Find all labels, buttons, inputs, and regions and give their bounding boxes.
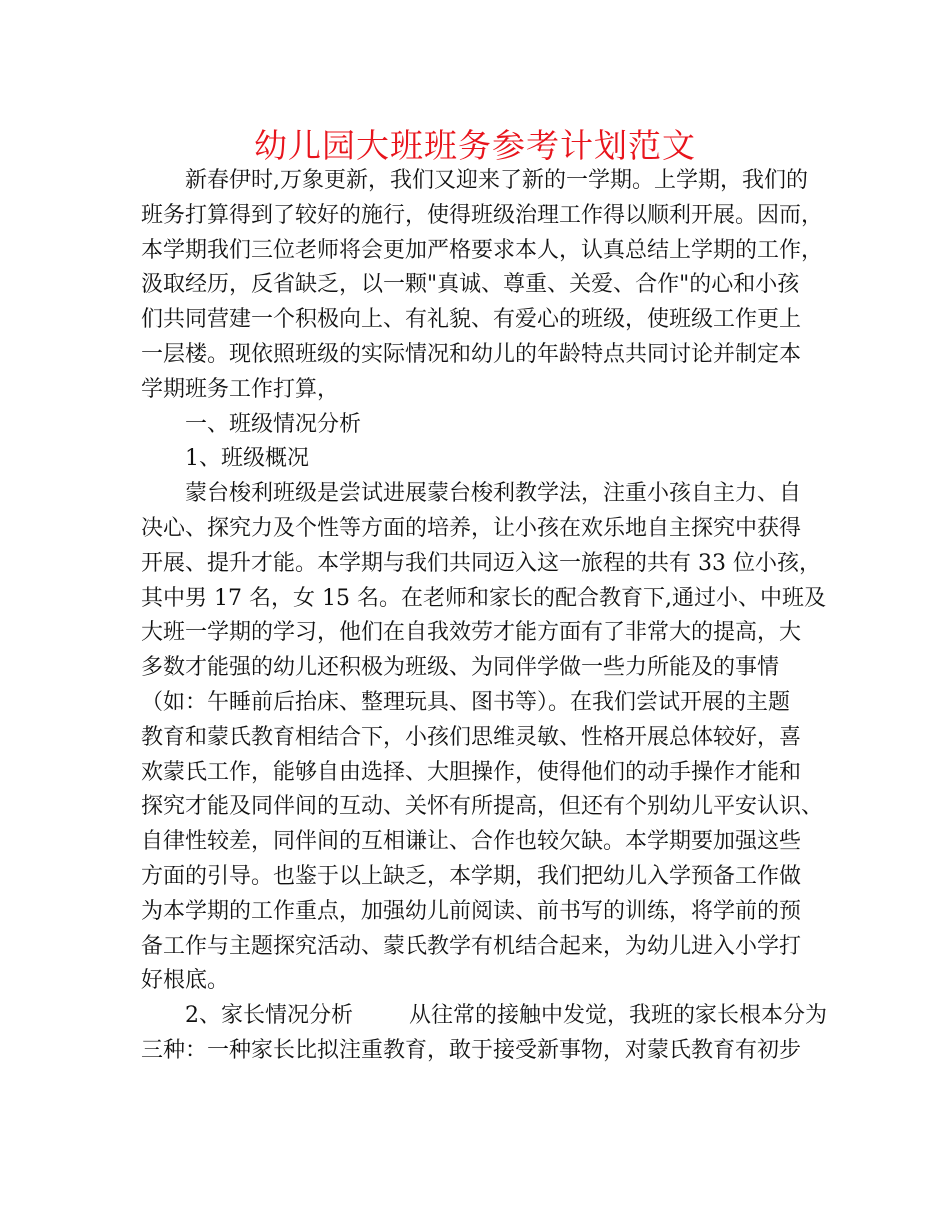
paragraph-line: 好根底。 [141, 968, 230, 994]
subsection-heading: 1、班级概况 [185, 446, 309, 472]
section-heading: 一、班级情况分析 [185, 411, 362, 437]
paragraph-line: （如：午睡前后抬床、整理玩具、图书等）。在我们尝试开展的主题 [141, 689, 791, 715]
paragraph-line: 自律性较差，同伴间的互相谦让、合作也较欠缺。本学期要加强这些 [141, 829, 802, 855]
paragraph-line: 一层楼。现依照班级的实际情况和幼儿的年龄特点共同讨论并制定本 [141, 341, 802, 367]
paragraph-line: 开展、提升才能。本学期与我们共同迈入这一旅程的共有 33 位小孩， [141, 550, 821, 576]
paragraph-line: 决心、探究力及个性等方面的培养，让小孩在欢乐地自主探究中获得 [141, 515, 802, 541]
subsection-heading: 2、家长情况分析 从往常的接触中发觉，我班的家长根本分为 [185, 1003, 827, 1029]
paragraph-line: 大班一学期的学习，他们在自我效劳才能方面有了非常大的提高，大 [141, 620, 802, 646]
paragraph-line: 汲取经历，反省缺乏，以一颗"真诚、尊重、关爱、合作"的心和小孩 [141, 272, 800, 298]
paragraph-line: 学期班务工作打算， [141, 376, 340, 402]
document-body [141, 164, 831, 1069]
paragraph-line: 欢蒙氏工作，能够自由选择、大胆操作，使得他们的动手操作才能和 [141, 759, 802, 785]
paragraph-line: 探究才能及同伴间的互动、关怀有所提高，但还有个别幼儿平安认识、 [141, 794, 824, 820]
paragraph-line: 班务打算得到了较好的施行，使得班级治理工作得以顺利开展。因而， [141, 202, 824, 228]
paragraph-line: 方面的引导。也鉴于以上缺乏，本学期，我们把幼儿入学预备工作做 [141, 863, 802, 889]
paragraph-line: 多数才能强的幼儿还积极为班级、为同伴学做一些力所能及的事情 [141, 655, 780, 681]
paragraph-line: 教育和蒙氏教育相结合下，小孩们思维灵敏、性格开展总体较好，喜 [141, 724, 802, 750]
paragraph-line: 三种：一种家长比拟注重教育，敢于接受新事物，对蒙氏教育有初步 [141, 1037, 802, 1063]
paragraph-line: 蒙台梭利班级是尝试进展蒙台梭利教学法，注重小孩自主力、自 [185, 481, 802, 507]
paragraph-line: 新春伊时,万象更新，我们又迎来了新的一学期。上学期，我们的 [185, 168, 808, 193]
paragraph-line: 其中男 17 名，女 15 名。在老师和家长的配合教育下,通过小、中班及 [141, 585, 826, 611]
paragraph-line: 为本学期的工作重点，加强幼儿前阅读、前书写的训练，将学前的预 [141, 898, 802, 924]
paragraph-line: 本学期我们三位老师将会更加严格要求本人，认真总结上学期的工作， [141, 237, 824, 263]
paragraph-line: 们共同营建一个积极向上、有礼貌、有爱心的班级，使班级工作更上 [141, 307, 802, 333]
document-title: 幼儿园大班班务参考计划范文 [254, 126, 696, 165]
paragraph-line: 备工作与主题探究活动、蒙氏教学有机结合起来，为幼儿进入小学打 [141, 933, 802, 959]
